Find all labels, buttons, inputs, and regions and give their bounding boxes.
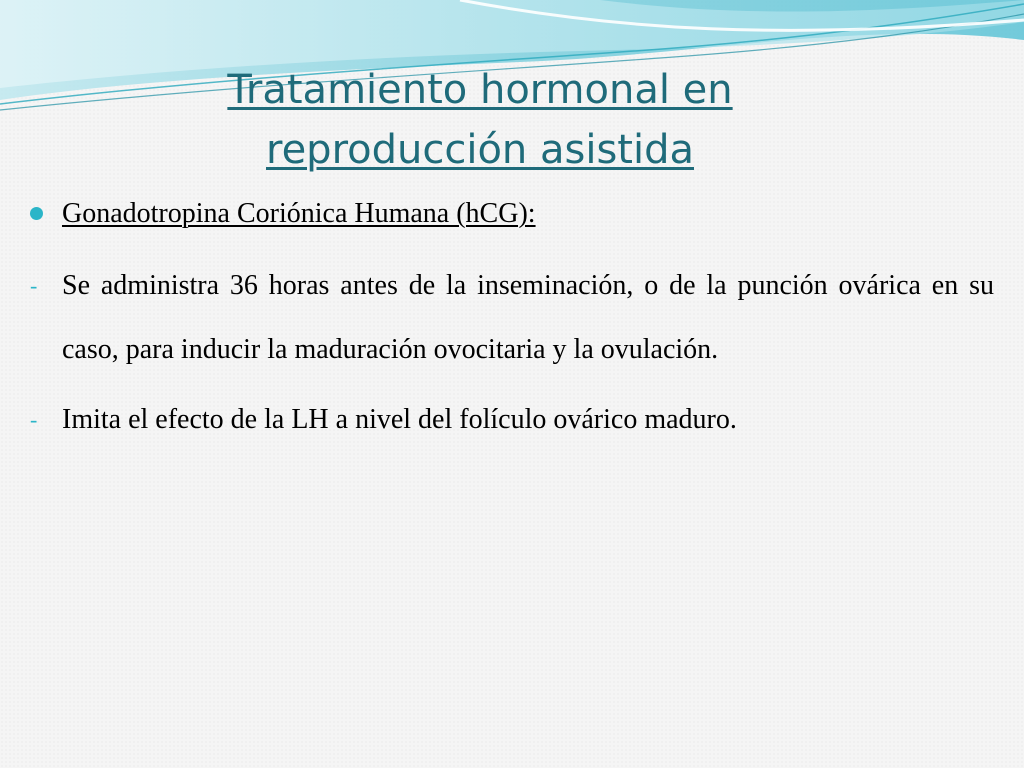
- bullet-dot-icon: [30, 207, 43, 220]
- slide-content: [28, 194, 994, 452]
- dash-icon: -: [30, 407, 38, 432]
- heading-text: Gonadotropina Coriónica Humana (hCG):: [62, 198, 536, 229]
- list-item-text: Se administra 36 horas antes de la inseminación, o de la punción ovárica en su caso, para inducir la maduración ovocitaria y la ovulación.: [62, 270, 994, 365]
- list-item-text: Imita el efecto de la LH a nivel del folículo ovárico maduro.: [62, 404, 737, 435]
- dash-icon: -: [30, 273, 38, 298]
- bullet-heading: [28, 194, 994, 234]
- list-item: [28, 254, 994, 382]
- slide-title: [150, 60, 810, 180]
- title-line-2: reproducción asistida: [266, 127, 694, 173]
- list-item: [28, 388, 994, 452]
- title-line-1: Tratamiento hormonal en: [227, 67, 733, 113]
